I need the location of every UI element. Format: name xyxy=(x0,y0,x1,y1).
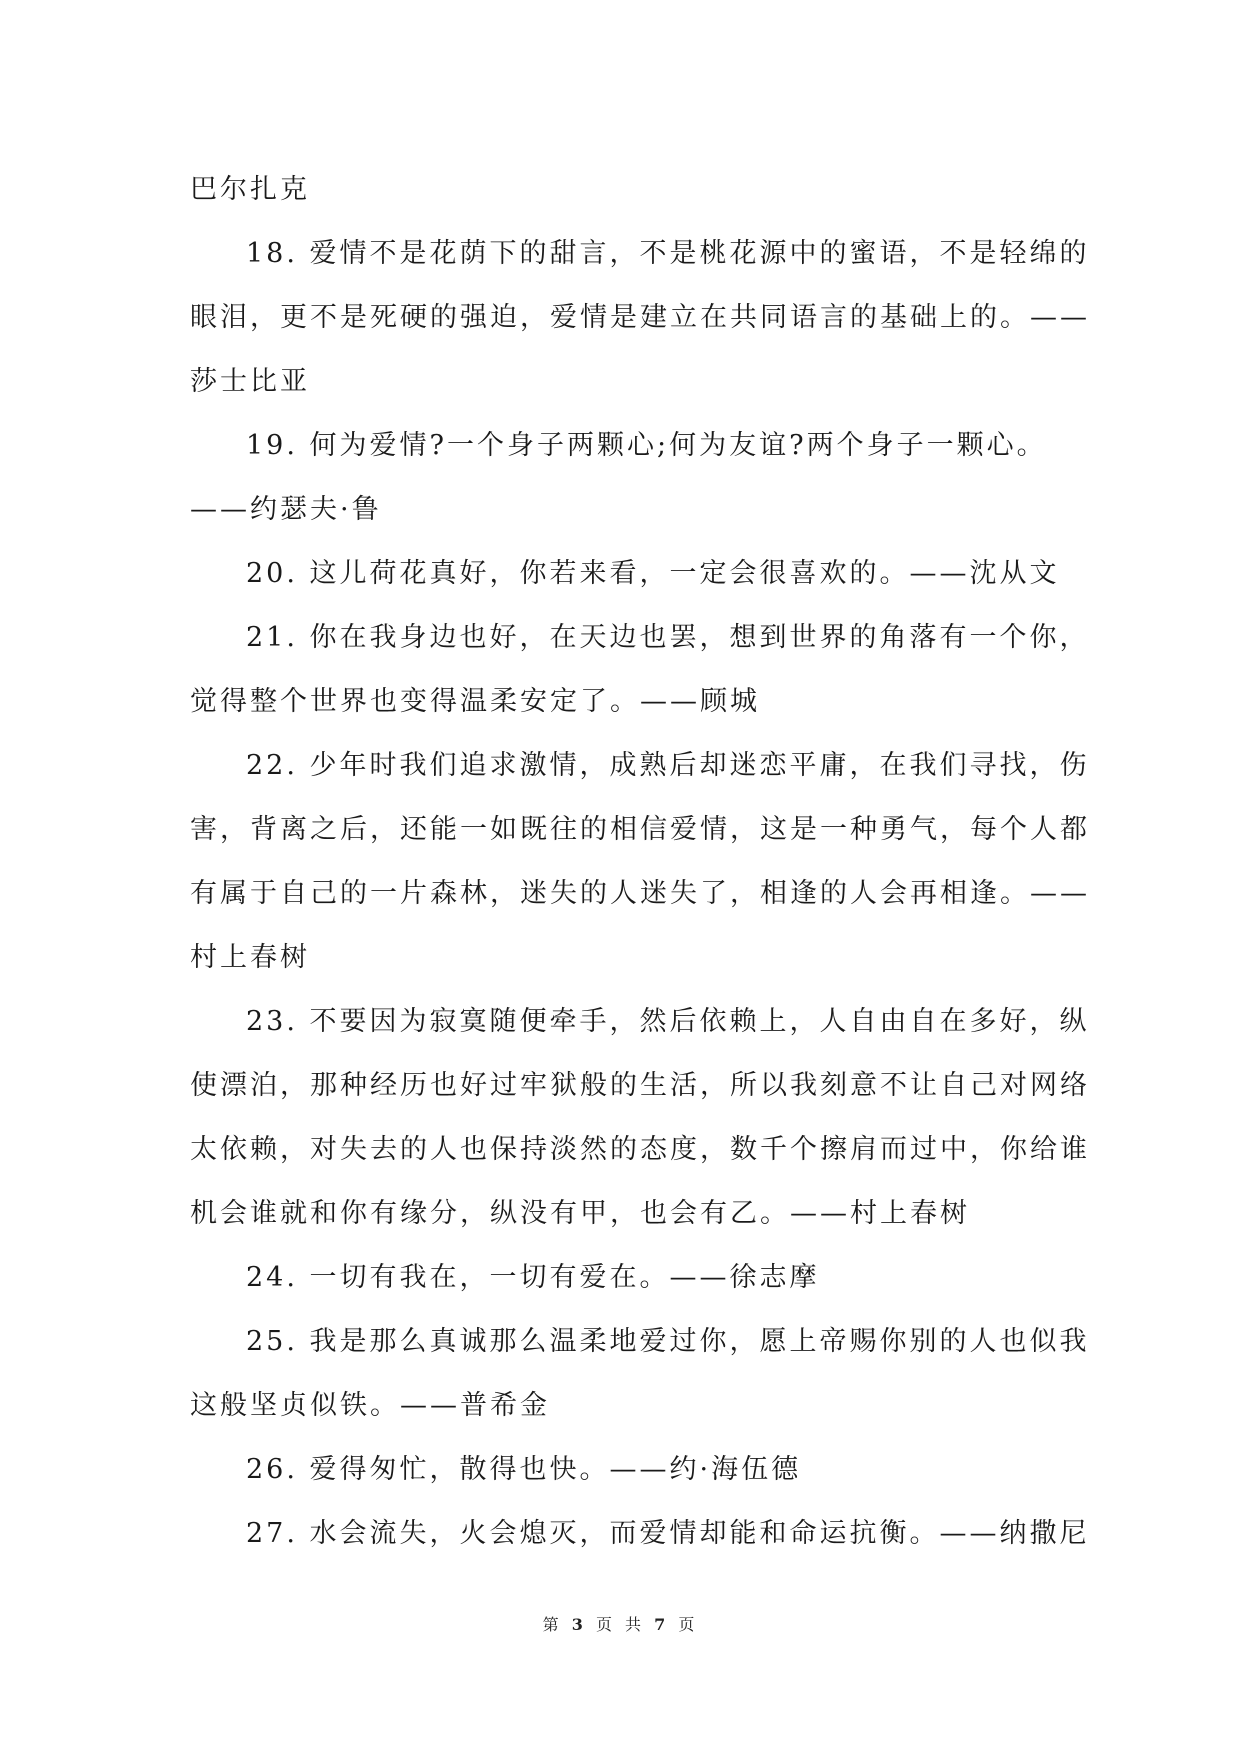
text-line: 机会谁就和你有缘分，纵没有甲，也会有乙。——村上春树 xyxy=(190,1198,970,1229)
quote-22-line: 22. 少年时我们追求激情，成熟后却迷恋平庸，在我们寻找，伤 xyxy=(246,750,1090,781)
quote-27-line: 27. 水会流失，火会熄灭，而爱情却能和命运抗衡。——纳撒尼 xyxy=(246,1518,1090,1549)
quote-23-line: 23. 不要因为寂寞随便牵手，然后依赖上，人自由自在多好，纵 xyxy=(246,1006,1090,1037)
footer-prefix: 第 xyxy=(542,1615,563,1634)
quote-24-line: 24. 一切有我在，一切有爱在。——徐志摩 xyxy=(246,1262,820,1293)
quote-25-line: 25. 我是那么真诚那么温柔地爱过你，愿上帝赐你别的人也似我 xyxy=(246,1326,1090,1357)
page-footer xyxy=(0,1612,1241,1635)
text-line: 有属于自己的一片森林，迷失的人迷失了，相逢的人会再相逢。—— xyxy=(190,878,1090,909)
text-line: 这般坚贞似铁。——普希金 xyxy=(190,1390,550,1421)
current-page-number: 3 xyxy=(571,1615,587,1634)
quote-18-line: 18. 爱情不是花荫下的甜言，不是桃花源中的蜜语，不是轻绵的 xyxy=(246,238,1090,269)
document-body xyxy=(190,158,1090,1566)
text-line: 害，背离之后，还能一如既往的相信爱情，这是一种勇气，每个人都 xyxy=(190,814,1090,845)
text-line: 眼泪，更不是死硬的强迫，爱情是建立在共同语言的基础上的。—— xyxy=(190,302,1090,333)
text-line: 太依赖，对失去的人也保持淡然的态度，数千个擦肩而过中，你给谁 xyxy=(190,1134,1090,1165)
text-line: 觉得整个世界也变得温柔安定了。——顾城 xyxy=(190,686,760,717)
footer-suffix: 页 xyxy=(678,1615,699,1634)
text-line: 使漂泊，那种经历也好过牢狱般的生活，所以我刻意不让自己对网络 xyxy=(190,1070,1090,1101)
quote-21-line: 21. 你在我身边也好，在天边也罢，想到世界的角落有一个你， xyxy=(246,622,1090,653)
text-line: 村上春树 xyxy=(190,942,310,973)
quote-19-line: 19. 何为爱情?一个身子两颗心;何为友谊?两个身子一颗心。 xyxy=(246,430,1047,461)
quote-20-line: 20. 这儿荷花真好，你若来看，一定会很喜欢的。——沈从文 xyxy=(246,558,1060,589)
text-line: 莎士比亚 xyxy=(190,366,310,397)
footer-middle: 页 共 xyxy=(595,1615,646,1634)
total-page-count: 7 xyxy=(654,1615,670,1634)
quote-26-line: 26. 爱得匆忙，散得也快。——约·海伍德 xyxy=(246,1454,802,1485)
text-line: 巴尔扎克 xyxy=(190,174,310,205)
text-line: ——约瑟夫·鲁 xyxy=(190,494,382,525)
